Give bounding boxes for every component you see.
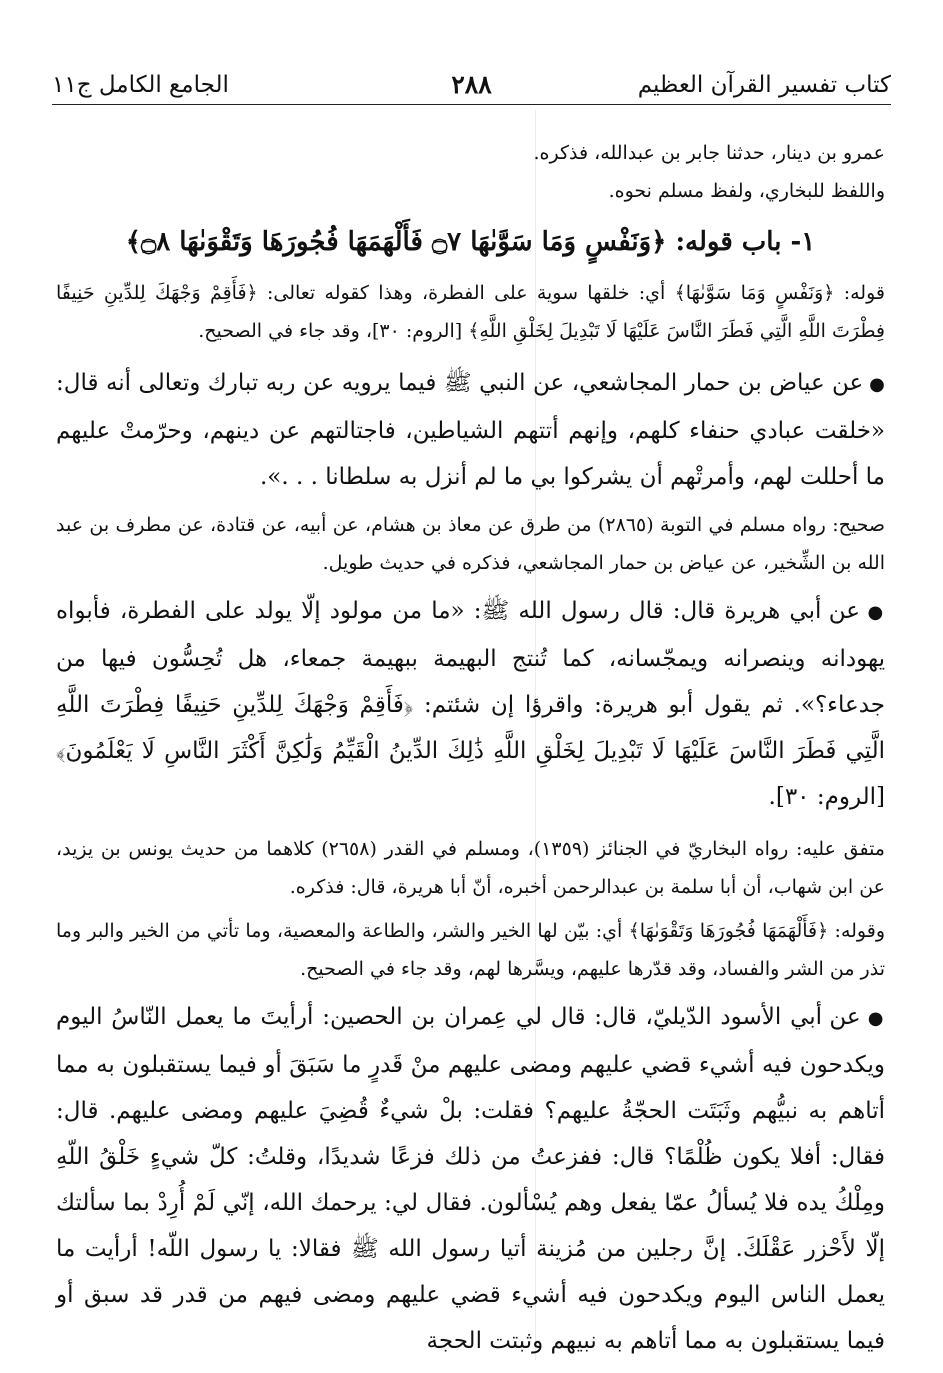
commentary-paragraph: وقوله: ﴿فَأَلْهَمَهَا فُجُورَهَا وَتَقْوَىٰهَا﴾ أي: بيّن لها الخير والشر، والطاعة والمعصية، وما تأتي من الخير والبر وما تذر من الشر والفساد، وقد قدّرها عليهم، ويسَّرها لهم، وقد جاء في الصحيح. <box>56 920 885 980</box>
hadith-paragraph <box>56 994 885 1364</box>
bullet-icon: ● <box>863 374 885 395</box>
hadith-paragraph <box>56 360 885 500</box>
commentary-paragraph: قوله: ﴿وَنَفْسٍ وَمَا سَوَّىٰهَا﴾ أي: خلقها سوية على الفطرة، وهذا كقوله تعالى: ﴿فَأَقِمْ وَجْهَكَ لِلدِّينِ حَنِيفًا فِطْرَتَ اللَّهِ الَّتِي فَطَرَ النَّاسَ عَلَيْهَا لَا تَبْدِيلَ لِخَلْقِ اللَّهِ﴾ [الروم: ٣٠]، وقد جاء في الصحيح. <box>56 282 885 342</box>
book-title: كتاب تفسير القرآن العظيم <box>637 72 891 98</box>
page-number: ٢٨٨ <box>451 70 492 99</box>
text-line: عمرو بن دينار، حدثنا جابر بن عبدالله، فذكره. <box>533 142 885 164</box>
hadith-text: عن أبي هريرة قال: قال رسول الله ﷺ: «ما من مولود إلّا يولد على الفطرة، فأبواه يهودانه وينصرانه ويمجّسانه، كما تُنتج البهيمة ببهيمة جمعاء، هل تُحِسُّون فيها من جدعاء؟». ثم يقول أبو هريرة: واقرؤا إن شئتم: ﴿فَأَقِمْ وَجْهَكَ لِلدِّينِ حَنِيفًا فِطْرَتَ اللَّهِ الَّتِي فَطَرَ النَّاسَ عَلَيْهَا لَا تَبْدِيلَ لِخَلْقِ اللَّهِ ذَٰلِكَ الدِّينُ الْقَيِّمُ وَلَٰكِنَّ أَكْثَرَ النَّاسِ لَا يَعْلَمُونَ﴾ [الروم: ٣٠]. <box>56 598 885 810</box>
header-rule <box>52 104 891 105</box>
takhrij-paragraph: متفق عليه: رواه البخاريّ في الجنائز (١٣٥٩)، ومسلم في القدر (٢٦٥٨) كلاهما من حديث يونس بن يزيد، عن ابن شهاب، أن أبا سلمة بن عبدالرحمن أخبره، أنّ أبا هريرة، قال: فذكره. <box>56 838 885 898</box>
chapter-heading: ١- باب قوله: ﴿وَنَفْسٍ وَمَا سَوَّىٰهَا ۝٧ فَأَلْهَمَهَا فُجُورَهَا وَتَقْوَىٰهَا ۝٨﴾ <box>125 227 816 257</box>
text-line: واللفظ للبخاري، ولفظ مسلم نحوه. <box>608 180 885 202</box>
page-body <box>56 134 885 1364</box>
hadith-text: عن عياض بن حمار المجاشعي، عن النبي ﷺ فيما يرويه عن ربه تبارك وتعالى أنه قال: «خلقت عبادي حنفاء كلهم، وإنهم أتتهم الشياطين، فاجتالتهم عن دينهم، وحرّمتْ عليهم ما أحللت لهم، وأمرتْهم أن يشركوا بي ما لم أنزل به سلطانا . . .». <box>56 370 885 490</box>
takhrij-paragraph: صحيح: رواه مسلم في التوبة (٢٨٦٥) من طرق عن معاذ بن هشام، عن أبيه، عن قتادة، عن مطرف بن عبد الله بن الشِّخير، عن عياض بن حمار المجاشعي، فذكره في حديث طويل. <box>56 514 885 574</box>
hadith-text: عن أبي الأسود الدّيليّ، قال: قال لي عِمران بن الحصين: أرأيتَ ما يعمل النّاسُ اليوم ويكدحون فيه أشيء قضي عليهم ومضى عليهم منْ قَدرٍ ما سَبَقَ أو فيما يستقبلون به مما أتاهم به نبيُّهم وثَبَتَت الحجّةُ عليهم؟ فقلت: بلْ شيءٌ قُضِيَ عليهم ومضى عليهم. قال: فقال: أفلا يكون ظُلْمًا؟ قال: ففزعتُ من ذلك فزعًا شديدًا، وقلتُ: كلّ شيءٍ خَلْقُ اللّهِ ومِلْكُ يده فلا يُسألُ عمّا يفعل وهم يُسْألون. فقال لي: يرحمك الله، إنّي لَمْ أُرِدْ بما سألتك إلّا لأَحْزر عَقْلَكَ. إنَّ رجلين من مُزينة أتيا رسول الله ﷺ فقالا: يا رسول اللّه! أرأيت ما يعمل الناس اليوم ويكدحون فيه أشيء قضي عليهم ومضى فيهم من قدر قد سبق أو فيما يستقبلون به مما أتاهم به نبيهم وثبتت الحجة <box>56 1004 885 1354</box>
bullet-icon: ● <box>859 602 885 623</box>
bullet-icon: ● <box>860 1008 885 1029</box>
volume-label: الجامع الكامل ج١١ <box>52 72 229 98</box>
page-header <box>52 62 891 102</box>
hadith-paragraph <box>56 588 885 820</box>
